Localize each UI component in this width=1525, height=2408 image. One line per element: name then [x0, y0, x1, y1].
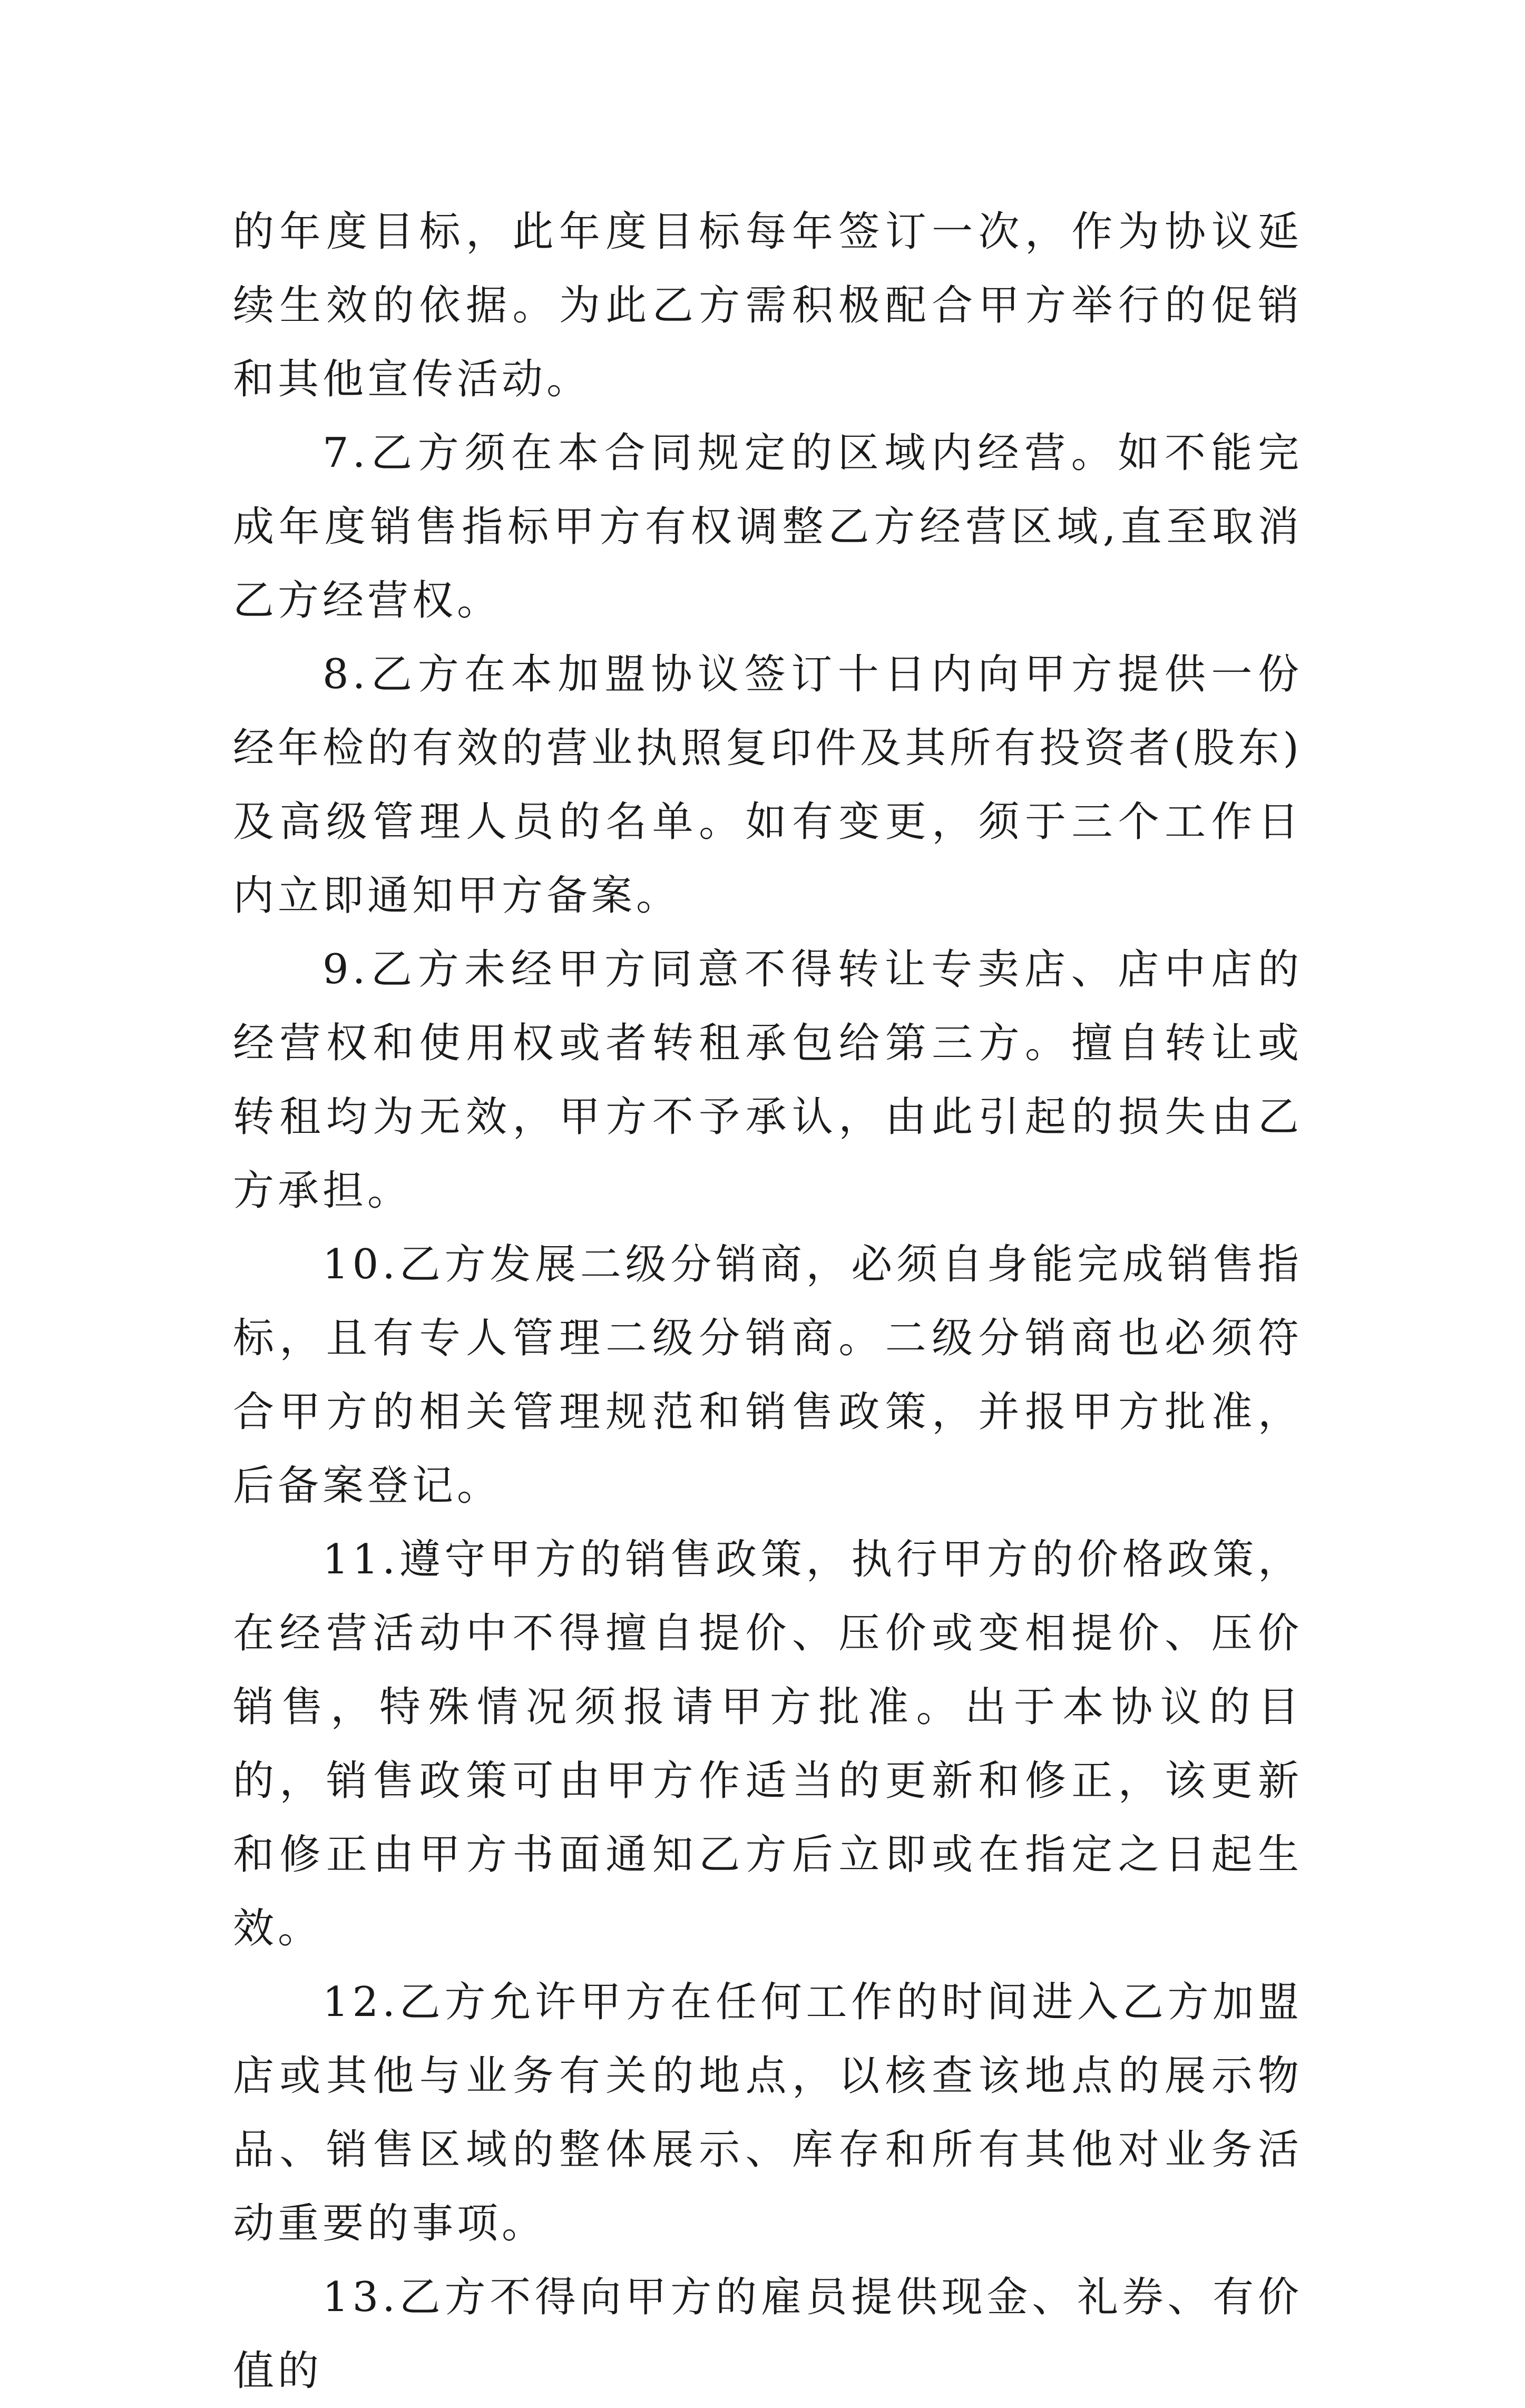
paragraph-clause-9: 9.乙方未经甲方同意不得转让专卖店、店中店的经营权和使用权或者转租承包给第三方。擅自转让或转租均为无效，甲方不予承认，由此引起的损失由乙方承担。 — [233, 946, 1303, 1215]
paragraph-clause-12: 12.乙方允许甲方在任何工作的时间进入乙方加盟店或其他与业务有关的地点，以核查该地点的展示物品、销售区域的整体展示、库存和所有其他对业务活动重要的事项。 — [233, 1979, 1303, 2247]
paragraph-clause-7: 7.乙方须在本合同规定的区域内经营。如不能完成年度销售指标甲方有权调整乙方经营区域,直至取消乙方经营权。 — [233, 429, 1303, 624]
paragraph-clause-13: 13.乙方不得向甲方的雇员提供现金、礼券、有价值的 — [233, 2274, 1303, 2395]
paragraph-clause-8: 8.乙方在本加盟协议签订十日内向甲方提供一份经年检的有效的营业执照复印件及其所有投资者(股东)及高级管理人员的名单。如有变更，须于三个工作日内立即通知甲方备案。 — [233, 651, 1303, 919]
paragraph-continuation: 的年度目标，此年度目标每年签订一次，作为协议延续生效的依据。为此乙方需积极配合甲方举行的促销和其他宣传活动。 — [233, 208, 1303, 403]
document-body — [233, 195, 1303, 2408]
paragraph-clause-11: 11.遵守甲方的销售政策，执行甲方的价格政策，在经营活动中不得擅自提价、压价或变相提价、压价销售，特殊情况须报请甲方批准。出于本协议的目的，销售政策可由甲方作适当的更新和修正，该更新和修正由甲方书面通知乙方后立即或在指定之日起生效。 — [233, 1536, 1303, 1952]
paragraph-clause-10: 10.乙方发展二级分销商，必须自身能完成销售指标，且有专人管理二级分销商。二级分销商也必须符合甲方的相关管理规范和销售政策，并报甲方批准，后备案登记。 — [233, 1241, 1303, 1510]
